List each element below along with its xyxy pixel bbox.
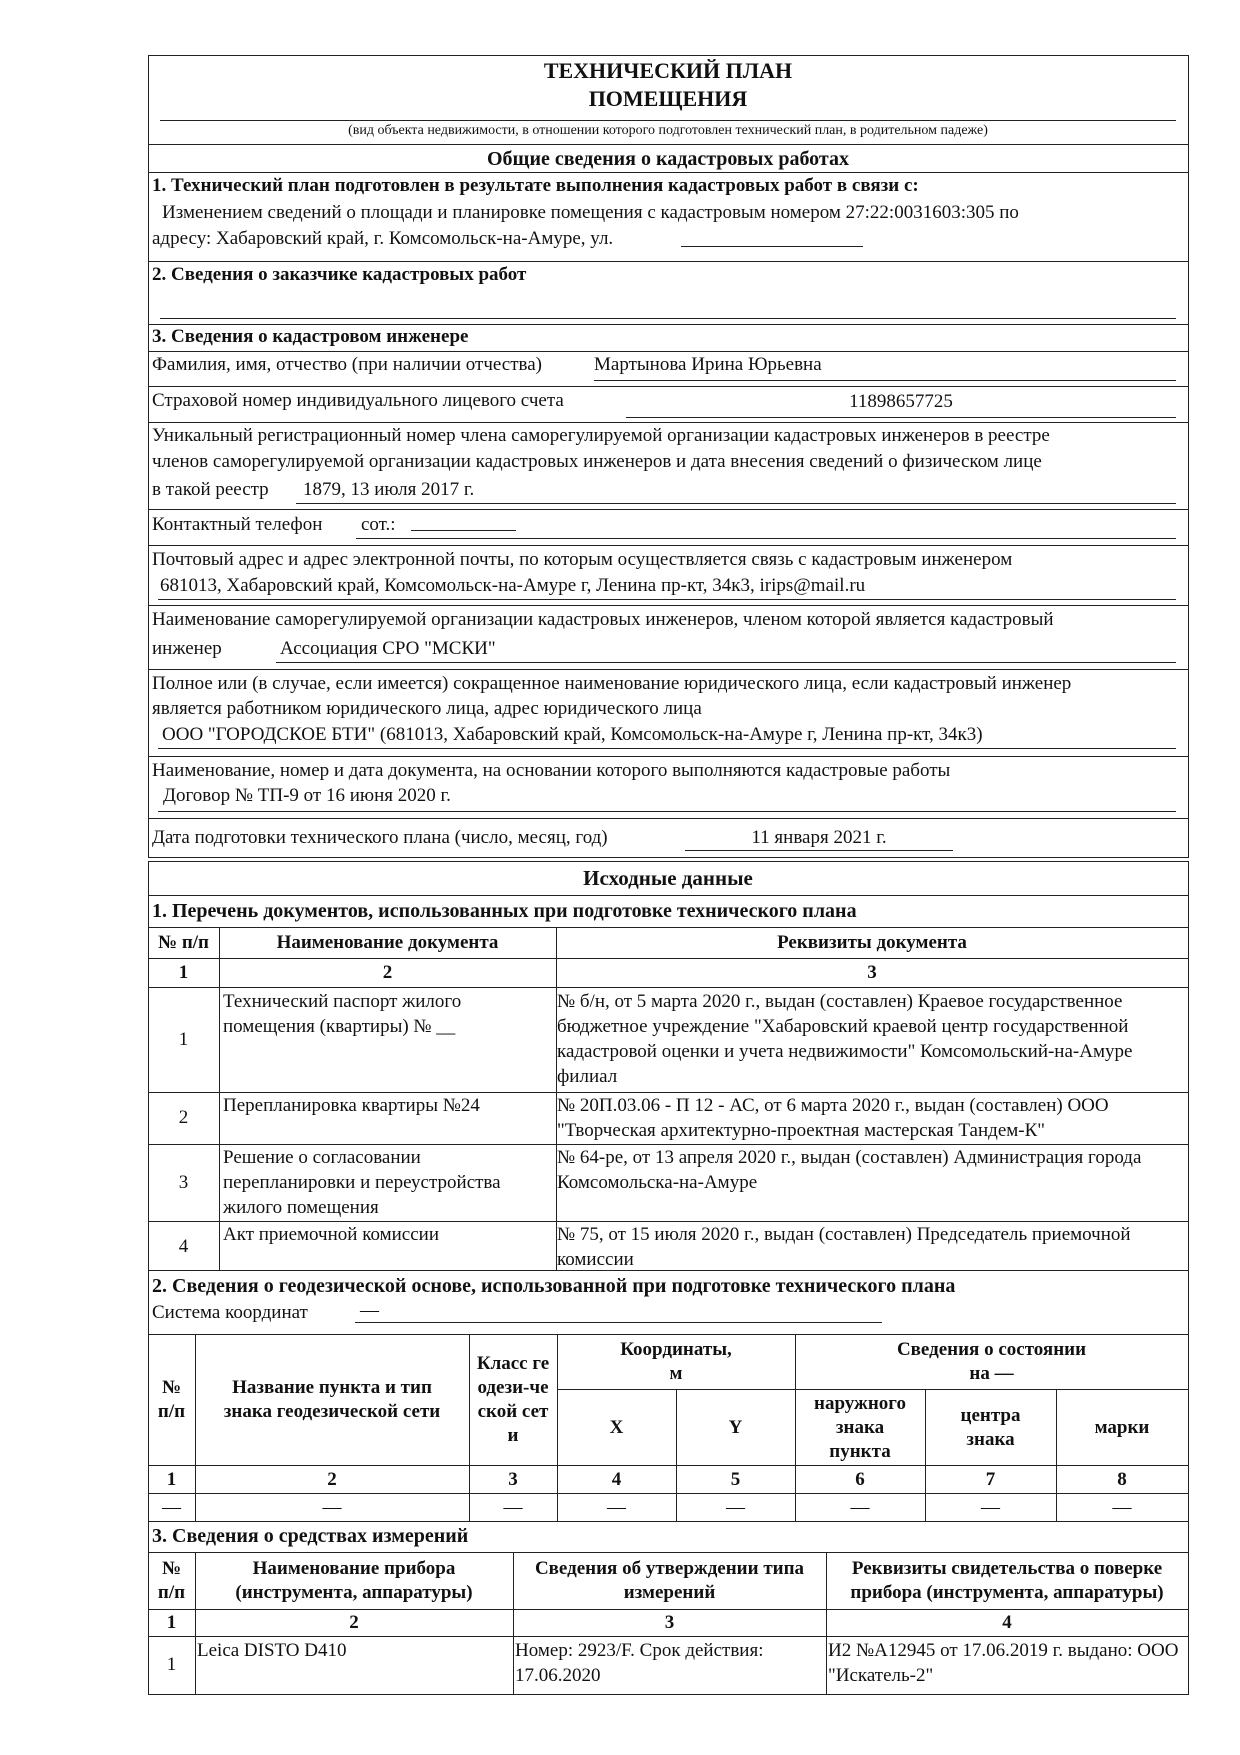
docs-row4-n: 4 [178,1236,189,1257]
org-underline [158,748,1176,749]
divider [148,261,1188,262]
fio-value: Мартынова Ирина Юрьевна [594,354,822,375]
title-note: (вид объекта недвижимости, в отношении которого подготовлен технический план, в родительном падеже) [348,123,988,138]
docs-colnum-1: 1 [178,962,189,983]
docs-colnum-2: 2 [382,962,393,983]
geo-header-n: № п/п [157,1377,186,1422]
divider [148,351,1188,352]
instr-header-name: Наименование прибора (инструмента, аппаратуры) [235,1558,473,1603]
customer-field-underline[interactable] [160,318,1176,319]
phone-blank-field[interactable] [411,530,516,531]
title-underline [160,120,1176,121]
contract-value: Договор № ТП-9 от 16 июня 2020 г. [163,785,451,806]
sro-label-line1: Наименование саморегулируемой организации кадастровых инженеров, членом которой является кадастровый [152,609,1054,630]
fio-underline [594,380,1176,381]
geo-row-cell-3: — [503,1496,523,1518]
geo-row-cell-1: — [162,1496,181,1518]
divider [148,1270,1188,1271]
geo-colnum-6: 6 [855,1468,865,1490]
org-label-line2: является работником юридического лица, адрес юридического лица [152,698,702,719]
geo-row-cell-2: — [322,1496,342,1518]
docs-row3-n: 3 [178,1172,189,1193]
docs-header-n: № п/п [157,932,210,953]
section3-title: 3. Сведения о кадастровом инженере [152,326,469,347]
plan-date-label: Дата подготовки технического плана (число, месяц, год) [152,827,608,848]
instr-row1-approval: Номер: 2923/F. Срок действия: 17.06.2020 [515,1640,764,1686]
org-value: ООО "ГОРОДСКОЕ БТИ" (681013, Хабаровский край, Комсомольск-на-Амуре г, Ленина пр-кт, 34к3) [162,724,983,745]
docs-row1-n: 1 [178,1029,189,1050]
geo-header-mark: марки [1094,1416,1150,1438]
geo-colnum-4: 4 [611,1468,622,1490]
phone-label: Контактный телефон [152,514,323,535]
geo-header-x: X [609,1416,624,1438]
docs-row2-details: № 20П.03.06 - П 12 - АС, от 6 марта 2020 г., выдан (составлен) ООО "Творческая архитектурно-проектная мастерская Тандем-К" [557,1095,1109,1141]
docs-row3-name: Решение о согласовании перепланировки и переустройства жилого помещения [223,1147,501,1218]
instr-header-certificate: Реквизиты свидетельства о поверке прибора (инструмента, аппаратуры) [850,1558,1164,1603]
section2-title: 2. Сведения о заказчике кадастровых работ [152,264,527,285]
divider [148,756,1188,757]
source-heading: Исходные данные [583,866,753,890]
instr-header-approval: Сведения об утверждении типа измерений [534,1558,805,1603]
docs-row4-name: Акт приемочной комиссии [223,1224,439,1245]
divider [148,172,1188,173]
divider [148,1521,1188,1522]
instr-colnum-4: 4 [1002,1612,1012,1633]
docs-row3-details: № 64-ре, от 13 апреля 2020 г., выдан (составлен) Администрация города Комсомольска-на-Амуре [557,1147,1142,1193]
docs-row2-name: Перепланировка квартиры №24 [223,1095,480,1116]
registry-label-line3: в такой реестр [152,479,269,500]
geo-header-y: Y [728,1416,743,1438]
divider [148,895,1188,896]
mail-value: 681013, Хабаровский край, Комсомольск-на-Амуре г, Ленина пр-кт, 34к3, irips@mail.ru [160,575,866,596]
plan-date-value: 11 января 2021 г. [751,827,887,848]
divider [148,324,1188,325]
geo-header-outer: наружного знака пункта [814,1392,906,1462]
section1-title: 1. Технический план подготовлен в результате выполнения кадастровых работ в связи с: [152,175,919,196]
geo-header-state: Сведения о состоянии на — [896,1339,1087,1384]
snils-label: Страховой номер индивидуального лицевого счета [152,390,564,411]
crs-underline [355,1322,882,1323]
geo-colnum-2: 2 [327,1468,337,1490]
registry-label-line2: членов саморегулируемой организации кадастровых инженеров и дата внесения сведений о физическом лице [152,451,1042,472]
geo-header-center: центра знака [960,1404,1021,1450]
geo-header-name: Название пункта и тип знака геодезической сети [223,1377,441,1422]
docs-header-details: Реквизиты документа [777,932,967,953]
docs-row1-details: № б/н, от 5 марта 2020 г., выдан (составлен) Краевое государственное бюджетное учреждение "Хабаровский краевой центр государственной кадастровой оценки и учета недвижимости" Комсомольский-на-Амуре филиал [557,991,1133,1087]
instr-colnum-3: 3 [664,1612,675,1633]
mail-label: Почтовый адрес и адрес электронной почты, по которым осуществляется связь с кадастровым инженером [152,549,1013,570]
instr-row1-name: Leica DISTO D410 [197,1640,347,1661]
org-label-line1: Полное или (в случае, если имеется) сокращенное наименование юридического лица, если кадастровый инженер [152,673,1072,694]
contract-underline [158,811,1176,812]
divider [148,386,1188,387]
geo-colnum-3: 3 [508,1468,518,1490]
mail-underline [158,599,1176,600]
divider [148,987,1188,988]
snils-underline [626,417,1176,418]
phone-underline [356,538,1176,539]
sro-label-line2: инженер [152,638,222,659]
divider [148,422,1188,423]
geo-header-class: Класс геодези-ческой сети [476,1353,550,1446]
docs-colnum-3: 3 [867,962,877,983]
divider [148,605,1188,606]
geo-colnum-5: 5 [730,1468,741,1490]
instr-header-n: № п/п [157,1558,186,1603]
phone-prefix: сот.: [361,514,396,535]
registry-label-line1: Уникальный регистрационный номер члена саморегулируемой организации кадастровых инженеров в реестре [152,425,1050,446]
snils-value: 11898657725 [849,391,953,412]
geo-colnum-1: 1 [166,1468,177,1490]
general-heading: Общие сведения о кадастровых работах [487,148,849,170]
instruments-section-title: 3. Сведения о средствах измерений [152,1525,469,1547]
sro-underline [276,662,1176,663]
divider [148,545,1188,546]
geo-row-cell-5: — [726,1496,745,1518]
geo-row-cell-4: — [607,1496,626,1518]
document-title-line2: ПОМЕЩЕНИЯ [588,86,748,111]
geo-colnum-7: 7 [985,1468,996,1490]
divider [148,669,1188,670]
docs-header-name: Наименование документа [276,932,499,953]
geo-header-coords: Координаты, м [620,1339,732,1384]
docs-section-title: 1. Перечень документов, использованных при подготовке технического плана [152,900,857,922]
registry-underline [296,503,1176,504]
instr-colnum-2: 2 [349,1612,359,1633]
instr-colnum-1: 1 [166,1612,177,1633]
fio-label: Фамилия, имя, отчество (при наличии отчества) [152,354,543,375]
geo-section-title: 2. Сведения о геодезической основе, использованной при подготовке технического плана [152,1275,956,1297]
docs-row1-name: Технический паспорт жилого помещения (квартиры) № __ [223,991,462,1037]
crs-label: Система координат [152,1302,308,1323]
section1-text-line1: Изменением сведений о площади и планировке помещения с кадастровым номером 27:22:0031603:305 по [162,202,1019,223]
instr-row1-n: 1 [166,1654,177,1675]
divider [148,818,1188,819]
plan-date-underline [685,850,953,851]
geo-row-cell-8: — [1112,1496,1132,1518]
sro-value: Ассоциация СРО "МСКИ" [280,638,496,659]
divider [148,509,1188,510]
docs-row4-details: № 75, от 15 июля 2020 г., выдан (составлен) Председатель приемочной комиссии [557,1224,1131,1270]
docs-row2-n: 2 [178,1107,189,1128]
geo-colnum-8: 8 [1117,1468,1127,1490]
contract-label: Наименование, номер и дата документа, на основании которого выполняются кадастровые работы [152,760,951,781]
document-title-line1: ТЕХНИЧЕСКИЙ ПЛАН [543,58,793,83]
geo-row-cell-7: — [981,1496,1000,1518]
registry-value: 1879, 13 июля 2017 г. [303,479,475,500]
instr-row1-certificate: И2 №А12945 от 17.06.2019 г. выдано: ООО "Искатель-2" [828,1640,1179,1686]
geo-row-cell-6: — [850,1496,870,1518]
street-blank-field[interactable] [681,246,863,247]
divider [148,144,1188,145]
crs-value: — [360,1300,379,1321]
divider [148,1636,1188,1637]
section1-text-line2: адресу: Хабаровский край, г. Комсомольск-на-Амуре, ул. [152,228,614,249]
